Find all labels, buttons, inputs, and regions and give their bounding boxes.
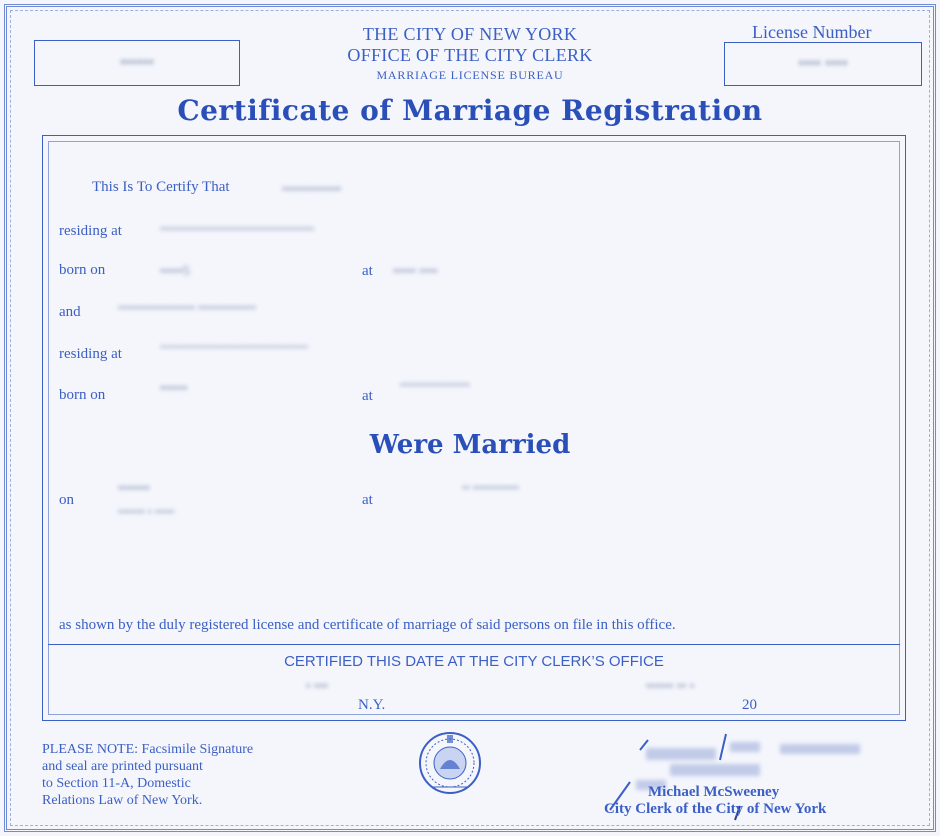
license-number-box: [724, 42, 922, 86]
on-label: on: [59, 492, 74, 508]
born-label-1: born on: [59, 262, 106, 278]
year-prefix: 20: [742, 697, 757, 713]
header-bureau: MARRIAGE LICENSE BUREAU: [376, 68, 564, 82]
residing-label-2: residing at: [59, 346, 122, 362]
on-value-line1: •••••••: [118, 480, 150, 495]
note-line-2: and seal are printed pursuant: [42, 759, 203, 774]
at-label-3: at: [362, 492, 373, 508]
and-value: •••••••••••••••••••• •••••••••••••••: [118, 302, 256, 314]
born-value-2: ••••••: [160, 380, 188, 395]
header-office: OFFICE OF THE CITY CLERK: [347, 45, 593, 65]
left-number-value: ••••••: [120, 54, 154, 71]
certify-value: •••••••••••••: [282, 181, 342, 196]
at-value-3: •• ••••••••••••: [462, 482, 519, 494]
certificate-title: Certificate of Marriage Registration: [177, 94, 763, 127]
on-value-line2: ••••••• • •••••: [118, 506, 175, 518]
were-married-heading: Were Married: [369, 430, 571, 460]
note-line-4: Relations Law of New York.: [42, 793, 203, 808]
license-number-label: License Number: [752, 22, 872, 42]
born-label-2: born on: [59, 387, 106, 403]
at-value-1: ••••• ••••: [393, 263, 438, 278]
note-line-1: PLEASE NOTE: Facsimile Signature: [42, 742, 254, 757]
at-label-1: at: [362, 263, 373, 279]
license-number-value: •••• ••••: [798, 55, 848, 72]
residing-value-2: •••••••••••••••••••••••••••••••••••••••••••••••: [160, 342, 309, 352]
city-seal-icon: [418, 725, 482, 812]
ny-label: N.Y.: [358, 697, 386, 713]
note-line-3: to Section 11-A, Domestic: [42, 776, 191, 791]
born-value-1: •••••5: [160, 263, 190, 278]
residing-label-1: residing at: [59, 223, 122, 239]
certified-place-value: • •••: [306, 678, 328, 693]
header-city: THE CITY OF NEW YORK: [362, 24, 578, 44]
certify-label: This Is To Certify That: [92, 179, 230, 195]
at-label-2: at: [362, 388, 373, 404]
frame-divider: [48, 644, 900, 645]
certified-date-value: •••••• •• •: [646, 678, 695, 693]
signatory-title: City Clerk of the City of New York: [604, 801, 827, 817]
residing-value-1: ••••••••••••••••••••••••••••••••••••••••••••: [160, 224, 315, 235]
please-note: [42, 741, 253, 809]
left-number-box: [34, 40, 240, 86]
shown-by-statement: as shown by the duly registered license and certificate of marriage of said persons on file in this office.: [59, 617, 676, 633]
and-label: and: [59, 304, 81, 320]
at-value-2: ••••••••••••••••••••: [400, 380, 471, 391]
certified-statement: CERTIFIED THIS DATE AT THE CITY CLERK’S OFFICE: [284, 653, 664, 670]
signatory-name: Michael McSweeney: [648, 784, 780, 800]
